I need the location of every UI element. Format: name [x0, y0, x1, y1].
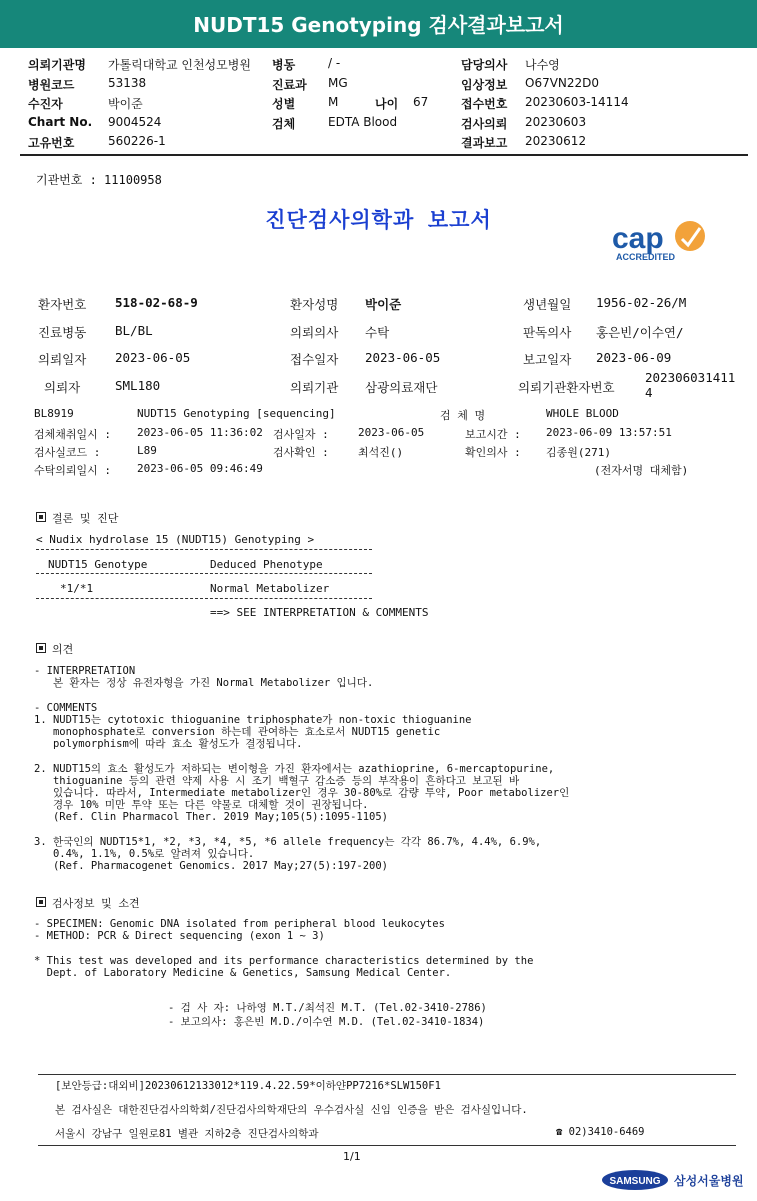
- patient-value: SML180: [115, 378, 161, 393]
- patient-value: 2023-06-09: [596, 350, 672, 365]
- genotype-value: *1/*1: [60, 582, 94, 595]
- header-value: 20230612: [525, 134, 587, 148]
- patient-value: 홍은빈/이수연/: [596, 325, 684, 340]
- report-heading: 진단검사의학과 보고서: [265, 208, 492, 232]
- test-value: 2023-06-05 11:36:02: [137, 426, 263, 439]
- header-label: 진료과: [272, 78, 307, 92]
- header-value: EDTA Blood: [328, 115, 398, 129]
- test-label: 검체채취일시 :: [34, 428, 112, 441]
- header-label: 성별: [272, 97, 296, 111]
- header-label: 나이: [375, 97, 399, 111]
- text-line: Dept. of Laboratory Medicine & Genetics, Samsung Medical Center.: [34, 966, 452, 979]
- section-heading: [36, 510, 118, 526]
- text-line: 본 환자는 정상 유전자형을 가진 Normal Metabolizer 입니다.: [34, 677, 374, 690]
- section-heading-text: 의견: [52, 643, 74, 656]
- table-title: < Nudix hydrolase 15 (NUDT15) Genotyping >: [36, 533, 315, 546]
- section-bullet-icon: [36, 512, 46, 522]
- patient-value: 삼광의료재단: [365, 380, 438, 395]
- header-value: 나수영: [525, 58, 560, 72]
- text-line: - METHOD: PCR & Direct sequencing (exon 1 ~ 3): [34, 930, 325, 943]
- text-line: polymorphism에 따라 효소 활성도가 결정됩니다.: [34, 738, 303, 751]
- test-label: 수탁의뢰일시 :: [34, 464, 112, 477]
- header-value: M: [328, 95, 339, 109]
- patient-label: 의뢰기관: [290, 380, 339, 395]
- cap-accredited-logo: [610, 214, 710, 264]
- test-value: 2023-06-05: [358, 426, 425, 439]
- hospital-name: 삼성서울병원: [674, 1174, 744, 1188]
- text-line: 경우 10% 미만 투약 또는 다른 약물로 대체할 것이 권장됩니다.: [34, 799, 369, 812]
- text-line: 있습니다. 따라서, Intermediate metabolizer인 경우 30-80%로 감량 투약, Poor metabolizer인: [34, 786, 570, 799]
- header-value: / -: [328, 56, 341, 70]
- patient-label: 진료병동: [38, 325, 87, 340]
- text-line: (Ref. Clin Pharmacol Ther. 2019 May;105(5):1095-1105): [34, 811, 389, 824]
- section-heading: [36, 641, 73, 657]
- header-value: 53138: [108, 76, 147, 90]
- text-line: [34, 942, 533, 954]
- patient-label: 환자번호: [38, 297, 87, 312]
- text-line: [34, 750, 569, 762]
- section-bullet-icon: [36, 643, 46, 653]
- test-value: 2023-06-05 09:46:49: [137, 462, 263, 475]
- patient-value: 수탁: [365, 325, 390, 340]
- section-heading: [36, 895, 140, 911]
- specimen-value: WHOLE BLOOD: [546, 407, 619, 420]
- patient-value-line: 202306031411: [645, 370, 736, 385]
- esign-note: (전자서명 대체함): [594, 464, 689, 477]
- header-label: 임상정보: [461, 78, 508, 92]
- header-label: 고유번호: [28, 136, 75, 150]
- header-value: 박이준: [108, 97, 143, 111]
- header-label: 병동: [272, 58, 296, 72]
- test-label: 보고시간 :: [465, 428, 521, 441]
- header-label: 담당의사: [461, 58, 508, 72]
- test-label: 검사확인 :: [273, 446, 329, 459]
- staff-line: - 검 사 자: 나하영 M.T./최석진 M.T. (Tel.02-3410-2786): [168, 1002, 487, 1014]
- institution-number: 기관번호 : 11100958: [36, 173, 162, 187]
- cap-logo-text: cap: [612, 222, 664, 255]
- hospital-logo: [601, 1167, 749, 1193]
- phone-text: ☎ 02)3410-6469: [556, 1126, 645, 1138]
- header-value: 가톨릭대학교 인천성모병원: [108, 58, 251, 72]
- info-text: [34, 918, 533, 979]
- text-line: * This test was developed and its performance characteristics determined by the: [34, 954, 534, 967]
- test-label: 검사일자 :: [273, 428, 329, 441]
- patient-label: 환자성명: [290, 297, 339, 312]
- patient-value: 박이준: [365, 297, 402, 312]
- text-line: 2. NUDT15의 효소 활성도가 저하되는 변이형을 가진 환자에서는 azathioprine, 6-mercaptopurine,: [34, 762, 555, 775]
- see-note: ==> SEE INTERPRETATION & COMMENTS: [210, 606, 429, 619]
- section-heading-text: 검사정보 및 소견: [52, 897, 140, 910]
- test-label: 검사실코드 :: [34, 446, 101, 459]
- header-label: 검체: [272, 117, 296, 131]
- header-label: 검사의뢰: [461, 117, 508, 131]
- security-line: [보안등급:대외비]20230612133012*119.4.22.59*이하얀PP7216*SLW150F1: [55, 1080, 441, 1092]
- section-heading-text: 결론 및 진단: [52, 512, 119, 525]
- header-value: MG: [328, 76, 348, 90]
- divider: [38, 1074, 736, 1075]
- test-value: L89: [137, 444, 157, 457]
- test-label: 확인의사 :: [465, 446, 521, 459]
- header-label: Chart No.: [28, 115, 93, 129]
- divider: [36, 549, 372, 550]
- test-value: 김종원(271): [546, 446, 611, 459]
- header-label: 병원코드: [28, 78, 75, 92]
- staff-line: - 보고의사: 홍은빈 M.D./이수연 M.D. (Tel.02-3410-1834): [168, 1016, 485, 1028]
- divider: [20, 154, 748, 156]
- test-value: 최석진(): [358, 446, 404, 459]
- text-line: 0.4%, 1.1%, 0.5%로 알려져 있습니다.: [34, 847, 255, 860]
- patient-label: 보고일자: [523, 352, 572, 367]
- patient-value: 518-02-68-9: [115, 295, 198, 310]
- certification-text: 본 검사실은 대한진단검사의학회/진단검사의학재단의 우수검사실 신임 인증을 받은 검사실입니다.: [55, 1104, 528, 1116]
- patient-label: 의뢰자: [44, 380, 81, 395]
- opinion-text: [34, 665, 569, 872]
- table-header: Deduced Phenotype: [210, 558, 323, 571]
- text-line: - COMMENTS: [34, 701, 98, 714]
- test-code: BL8919: [34, 407, 74, 420]
- divider: [36, 598, 372, 599]
- report-title: NUDT15 Genotyping 검사결과보고서: [193, 13, 564, 37]
- text-line: thioguanine 등의 관련 약제 사용 시 조기 백혈구 감소증 등의 부작용이 흔하다고 보고된 바: [34, 774, 520, 787]
- header-label: 접수번호: [461, 97, 508, 111]
- patient-value: 2023-06-05: [365, 350, 441, 365]
- patient-value: 1956-02-26/M: [596, 295, 687, 310]
- header-value: O67VN22D0: [525, 76, 600, 90]
- text-line: [34, 823, 569, 835]
- specimen-label: 검 체 명: [440, 409, 486, 422]
- page-number: 1/1: [343, 1150, 361, 1163]
- divider: [38, 1145, 736, 1146]
- patient-value-line: 4: [645, 385, 653, 400]
- patient-value: 2023-06-05: [115, 350, 191, 365]
- phenotype-value: Normal Metabolizer: [210, 582, 330, 595]
- text-line: [34, 689, 569, 701]
- header-value: 560226-1: [108, 134, 166, 148]
- report-title-bar: [0, 0, 757, 48]
- section-bullet-icon: [36, 897, 46, 907]
- test-value: 2023-06-09 13:57:51: [546, 426, 672, 439]
- text-line: (Ref. Pharmacogenet Genomics. 2017 May;27(5):197-200): [34, 860, 389, 872]
- patient-label: 의뢰일자: [38, 352, 87, 367]
- text-line: - SPECIMEN: Genomic DNA isolated from peripheral blood leukocytes: [34, 918, 445, 930]
- header-value: 9004524: [108, 115, 162, 129]
- text-line: 1. NUDT15는 cytotoxic thioguanine triphosphate가 non-toxic thioguanine: [34, 713, 472, 726]
- text-line: 3. 한국인의 NUDT15*1, *2, *3, *4, *5, *6 allele frequency는 각각 86.7%, 4.4%, 6.9%,: [34, 835, 542, 848]
- divider: [36, 573, 372, 574]
- header-value: 20230603: [525, 115, 587, 129]
- header-value: 67: [413, 95, 429, 109]
- header-value: 20230603-14114: [525, 95, 629, 109]
- patient-label: 의뢰의사: [290, 325, 339, 340]
- text-line: - INTERPRETATION: [34, 665, 136, 677]
- table-header: NUDT15 Genotype: [48, 558, 148, 571]
- header-label: 수진자: [28, 97, 63, 111]
- header-label: 결과보고: [461, 136, 508, 150]
- patient-value: BL/BL: [115, 323, 153, 338]
- patient-label: 접수일자: [290, 352, 339, 367]
- samsung-logo-text: SAMSUNG: [609, 1176, 661, 1187]
- patient-label: 의뢰기관환자번호: [518, 380, 615, 395]
- patient-label: 판독의사: [523, 325, 572, 340]
- test-name: NUDT15 Genotyping [sequencing]: [137, 407, 336, 420]
- cap-logo-subtext: ACCREDITED: [616, 252, 676, 262]
- text-line: monophosphate로 conversion 하는데 관여하는 효소로서 NUDT15 genetic: [34, 725, 441, 738]
- patient-label: 생년월일: [523, 297, 572, 312]
- header-label: 의뢰기관명: [28, 58, 86, 72]
- address-text: 서울시 강남구 일원로81 별관 지하2층 진단검사의학과: [55, 1128, 319, 1140]
- patient-value: [645, 370, 735, 400]
- staff-list: [168, 1001, 487, 1029]
